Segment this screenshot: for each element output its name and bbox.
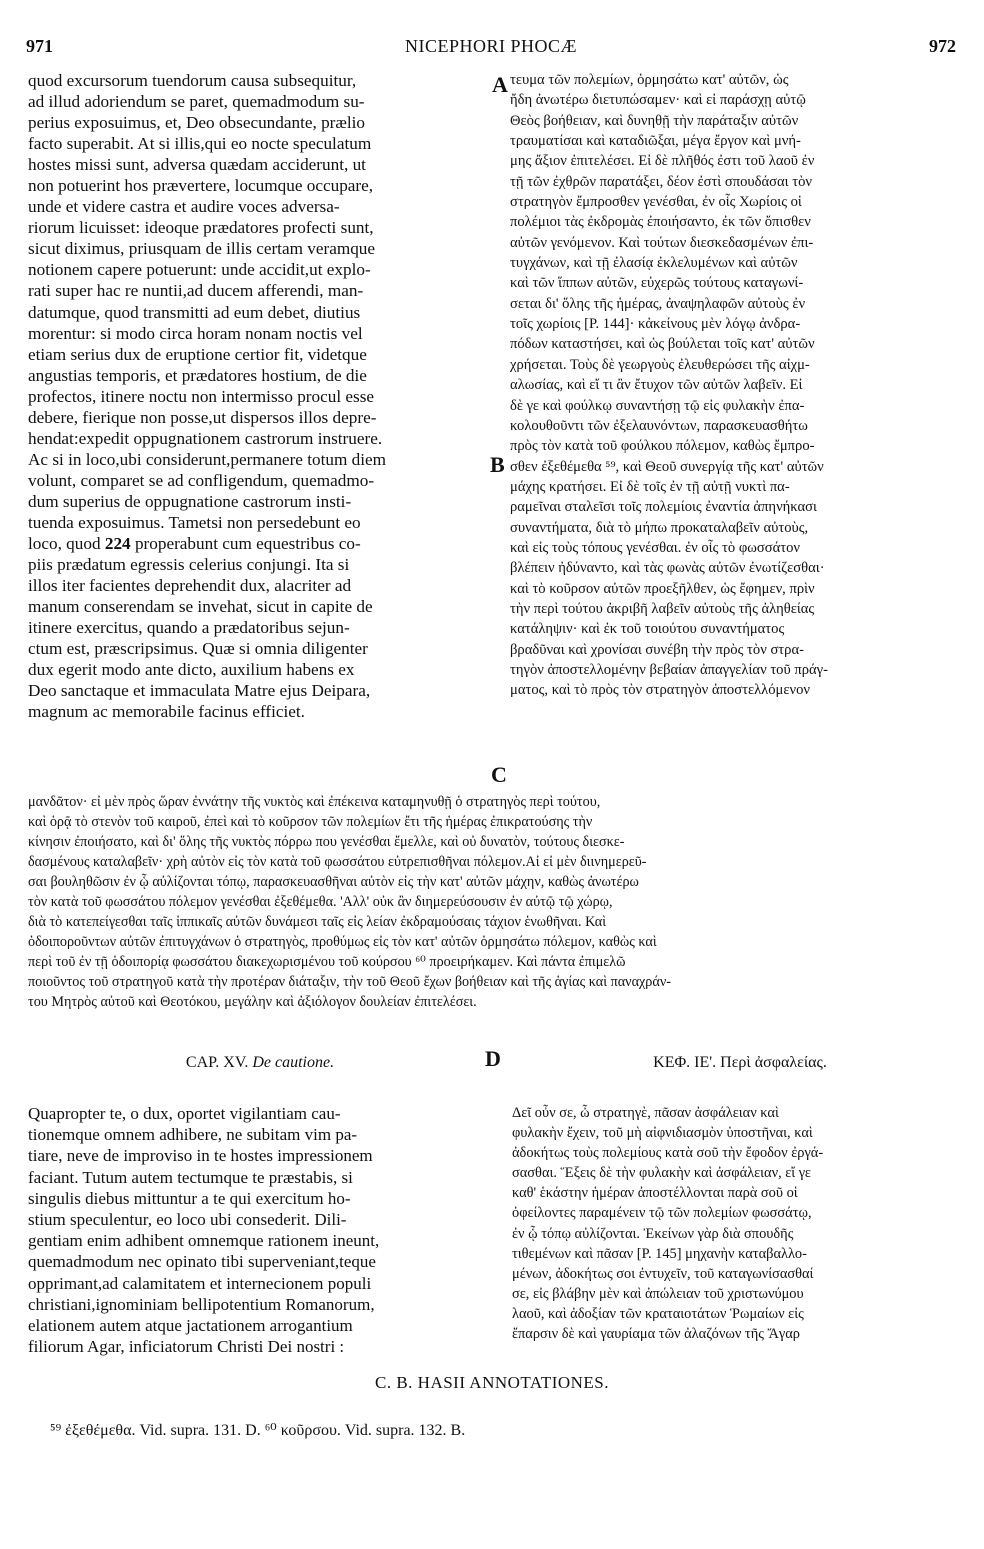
text-line: ἤδη ἀνωτέρω διετυπώσαμεν· καὶ εἰ παράσχῃ αὐτῷ (510, 92, 806, 109)
text-line: αλωσίας, καὶ εἴ τι ἂν ἔτυχον τῶν αὐτῶν λαβεῖν. Εἰ (510, 377, 803, 394)
text-line: μης ἄξιον ἐπιτελέσει. Εἰ δὲ πλῆθός ἐστι τοῦ λαοῦ ἐν (510, 153, 815, 170)
text-line: unde et videre castra et audire voces adversa- (28, 197, 340, 217)
text-line: τοῖς χωρίοις [P. 144]· κἀκείνους μὲν λόγῳ ἀνδρα- (510, 316, 801, 333)
text-line: ματος, καὶ τὸ πρὸς τὸν στρατηγὸν ἀποστελλόμενον (510, 682, 810, 699)
text-line: itinere exercitus, quando a prædatoribus sejun- (28, 618, 350, 638)
text-line: etiam serius dux de eruptione certior fit, videtque (28, 344, 367, 364)
text-line: filiorum Agar, inficiatorum Christi Dei nostri : (28, 1337, 345, 1357)
text-line: μένων, ἀδοκήτως σοι ἐντυχεῖν, τοῦ καταγωνίσασθαί (512, 1265, 814, 1282)
text-line: καὶ τὸ κοῦρσον αὐτῶν προεξῆλθεν, ὡς ἔφημεν, πρὶν (510, 580, 815, 597)
text-line: τιθεμένων καὶ πᾶσαν [P. 145] μηχανὴν καταβαλλο- (512, 1245, 807, 1262)
text-line: του Μητρὸς αὐτοῦ καὶ Θεοτόκου, μεγάλην καὶ ἀξιόλογον δουλείαν ἐπιτελέσει. (28, 994, 477, 1010)
text-line: αὐτῶν γενόμενον. Καὶ τούτων διεσκεδασμένων ἐπι- (510, 234, 814, 251)
text-line: facto superabit. At si illis,qui eo nocte speculatum (28, 134, 372, 154)
text-line: notionem capere potuerunt: unde accidit,ut explo- (28, 260, 371, 280)
text-line: hendat:expedit oppugnationem castrorum instruere. (28, 428, 383, 448)
latin-column-bottom (28, 1103, 494, 1357)
footnotes: ⁵⁹ ἐξεθέμεθα. Vid. supra. 131. D. ⁶⁰ κοῦρσου. Vid. supra. 132. B. (50, 1422, 466, 1439)
text-line: περὶ τοῦ ἐν τῇ ὁδοιπορίᾳ φωσσάτου διακεχωρισμένου τοῦ κούρσου ⁶⁰ προειρήκαμεν. Καὶ πάντα ἐπιμελῶ (28, 954, 626, 970)
section-marker-d: D (485, 1046, 501, 1071)
text-line: Quapropter te, o dux, oportet vigilantiam cau- (28, 1104, 341, 1123)
text-line: πρὸς τὸν κατὰ τοῦ φούλκου πόλεμον, καθὼς ἔμπρο- (510, 438, 815, 455)
text-line: ὁδοιποροῦντων αὐτῶν ἐπιτυγχάνων ὁ στρατηγὸς, προθύμως εἰς τὸν κατ' αὐτῶν ὁρμησάτω πόλεμον, καθὼς καὶ (28, 934, 657, 950)
text-line: sicut diximus, priusquam de illis certam veramque (28, 239, 376, 259)
text-line: volunt, comparet se ad confligendum, quemadmo- (28, 470, 375, 490)
text-line: ad illud adoriendum se paret, quemadmodum su- (28, 92, 365, 112)
text-line: σε, εἰς βλάβην μὲν καὶ ἀπώλειαν τοῦ χριστωνύμου (512, 1285, 804, 1302)
text-line: perius exposuimus, et, Deo obsecundante, prælio (28, 113, 366, 133)
greek-column-bottom (512, 1103, 962, 1344)
annotations-heading: C. B. HASII ANNOTATIONES. (374, 1373, 610, 1392)
text-line: rati super hac re nuntii,ad ducem afferendi, man- (28, 281, 364, 301)
text-line: loco, quod 224 properabunt cum equestribus co- (28, 534, 361, 554)
text-line: ὀφείλοντες παραμένειν τῷ τῶν πολεμίων φωσσάτῳ, (512, 1205, 812, 1222)
text-line: tionemque omnem adhibere, ne subitam vim pa- (28, 1125, 358, 1145)
text-line: βραδῦναι καὶ χρονίσαι συνέβη τὴν πρὸς τὸν στρα- (510, 641, 804, 658)
latin-column-top (28, 70, 492, 722)
text-line: τυγχάνων, καὶ τῇ ἐλασίᾳ ἐκλελυμένων καὶ αὐτῶν (510, 255, 798, 272)
text-line: πολέμιοι τὰς ἐκδρομὰς ἐποιήσαντο, ἐκ τῶν ὄπισθεν (510, 214, 811, 231)
running-title: NICEPHORI PHOCÆ (404, 36, 578, 56)
text-line: opprimant,ad calamitatem et internecionem populi (28, 1273, 372, 1293)
text-line: debere, fierique non posse,ut dispersos illos depre- (28, 407, 377, 427)
chapter-number-latin: CAP. XV. (185, 1054, 249, 1071)
text-line: ποιοῦντος τοῦ στρατηγοῦ κατὰ τὴν προτέραν διάταξιν, τὴν τοῦ Θεοῦ ἔχων βοήθειαν καὶ τῆς ἁγίας καὶ παναχράν- (28, 974, 671, 990)
text-line: κίνησιν ἐποιήσατο, καὶ δι' ὅλης τῆς νυκτὸς πόρρω που γενέσθαι ἔμελλε, καὶ οὐ δυνατὸν, τούτους διεσκε- (28, 834, 625, 850)
text-line: ἀδοκήτως τοὺς πολεμίους κατὰ σοῦ τὴν ἔφοδον ἐργά- (512, 1145, 824, 1162)
text-line: gentiam enim adhibent omnemque rationem ineunt, (28, 1231, 380, 1251)
text-line: τευμα τῶν πολεμίων, ὁρμησάτω κατ' αὐτῶν, ὡς (510, 72, 789, 88)
text-line: τηγὸν ἀποστελλομένην βεβαίαν ἀπαγγελίαν τοῦ πράγ- (510, 661, 828, 678)
text-line: Θεὸς βοήθειαν, καὶ δυνηθῇ τὴν παράταξιν αὐτῶν (510, 112, 799, 129)
text-line: φυλακὴν ἔχειν, τοῦ μὴ αἰφνιδιασμὸν ὑποστῆναι, καὶ (512, 1125, 813, 1142)
text-line: illos iter facientes deprehendit dux, alacriter ad (28, 576, 352, 596)
text-line: καὶ εἰς τοὺς τόπους γενέσθαι. ἐν οἷς τὸ φωσσάτον (510, 539, 801, 556)
text-line: magnum ac memorabile facinus efficiet. (28, 702, 305, 722)
text-line: tuenda exposuimus. Tametsi non persedebunt eo (28, 512, 361, 532)
text-line: morentur: si modo circa horam nonam noctis vel (28, 323, 363, 343)
text-line: piis prædatum egressis celerius conjungi. Ita si (28, 555, 350, 575)
text-line: σασθαι. Ἕξεις δὲ τὴν φυλακὴν καὶ ἀσφάλειαν, εἴ γε (512, 1165, 811, 1182)
text-line: quod excursorum tuendorum causa subsequitur, (28, 71, 357, 90)
text-line: hostes missi sunt, adversa quædam acciderunt, ut (28, 155, 366, 175)
text-line: ἔπαρσιν δὲ καὶ γαυρίαμα τῶν ἀλαζόνων τῆς Ἄγαρ (512, 1326, 800, 1343)
text-line: λαοῦ, καὶ ἀδοξίαν τῶν κραταιοτάτων Ῥωμαίων εἰς (512, 1305, 804, 1322)
text-line: τὸν κατὰ τοῦ φωσσάτου πόλεμον γενέσθαι ἐξεθέμεθα. 'Αλλ' οὐκ ἂν διημερεύσουσιν ἐν αὐτῷ τῷ χώρῳ, (28, 894, 613, 910)
text-line: συναντήματα, διὰ τὸ μήπω προκαταλαβεῖν αὐτοὺς, (510, 519, 809, 536)
text-line: datumque, quod transmitti ad eum debet, diutius (28, 302, 361, 322)
running-header (26, 36, 956, 66)
text-line: δασμένους καταλαβεῖν· χρὴ αὐτὸν εἰς τὸν κατὰ τοῦ φωσσάτου εὐτρεπισθῆναι πόλεμον.Αἰ εἰ μὲν διινημερεῦ- (28, 854, 647, 870)
chapter-heading-greek: ΚΕΦ. ΙΕ'. Περὶ ἀσφαλείας. (653, 1054, 827, 1071)
text-line: angustias temporis, et prædatores hostium, de die (28, 365, 367, 385)
text-line: καθ' ἑκάστην ἡμέραν ἀποστέλλονται παρὰ σοῦ οἱ (512, 1185, 798, 1202)
page-number-left: 971 (26, 36, 53, 56)
text-line: elationem autem atque jactationem arrogantium (28, 1316, 353, 1336)
text-line: μάχης κρατήσει. Εἰ δὲ τοῖς ἐν τῇ αὐτῇ νυκτὶ πα- (510, 478, 790, 495)
text-line: πόδων καταστήσει, καὶ ὡς βούλεται τοῖς κατ' αὐτῶν (510, 336, 815, 353)
text-line: σαι βουληθῶσιν ἐν ᾧ αὐλίζονται τόπῳ, παρασκευασθῆναι αὐτὸν εἰς τὴν κατ' αὐτῶν μάχην, καθὼς ἀνωτέρω (28, 874, 639, 890)
text-line: καὶ τῶν ἵππων αὐτῶν, εὐχερῶς τούτους καταγωνί- (510, 275, 804, 292)
text-line: ραμεῖναι σταλεῖσι τοῖς πολεμίοις ἐναντία ἀπηνήκασι (510, 499, 817, 516)
section-marker-a: A (492, 72, 508, 97)
text-line: τραυματίσαι καὶ καταδιῶξαι, μέγα ἔργον καὶ μνή- (510, 133, 801, 150)
text-line: dum superius de oppugnatione castrorum insti- (28, 491, 352, 511)
greek-column-top (510, 70, 960, 701)
text-line: Ac si in loco,ubi considerunt,permanere totum diem (28, 449, 386, 469)
text-line: χρήσεται. Τοὺς δὲ γεωργοὺς ἐλευθερώσει τῆς αἰχμ- (510, 356, 810, 373)
text-line: stium speculentur, eo loco ubi consederit. Dili- (28, 1210, 347, 1230)
text-line: μανδᾶτον· εἰ μὲν πρὸς ὥραν ἐννάτην τῆς νυκτὸς καὶ ἐπέκεινα καταμηνυθῇ ὁ στρατηγὸς περὶ τούτου, (28, 794, 601, 810)
text-line: τῇ τῶν ἐχθρῶν παρατάξει, δέον ἐστὶ σπουδάσαι τὸν (510, 173, 813, 190)
section-number: 224 (104, 534, 131, 554)
text-line: διὰ τὸ κατεπείγεσθαι ταῖς ἱππικαῖς αὐτῶν δυνάμεσι ταῖς εἰς λείαν ἐκδραμούσαις τάχιον ἑνωθῆναι. Καὶ (28, 914, 607, 930)
text-line: βλέπειν ἠδύναντο, καὶ τὰς φωνὰς αὐτῶν ἐνωτίζεσθαι· (510, 560, 825, 577)
text-line: τὴν περὶ τούτου ἀκριβῆ λαβεῖν αὐτοὺς τῆς ἀληθείας (510, 600, 815, 617)
text-line: tiare, neve de improviso in te hostes impressionem (28, 1146, 373, 1166)
text-line: non potuerint hos prævertere, locumque occupare, (28, 176, 374, 196)
text-line: Deo sanctaque et immaculata Matre ejus Deipara, (28, 681, 371, 701)
text-line: ctum est, præscripsimus. Quæ si omnia diligenter (28, 639, 368, 659)
text-line: dux egerit modo ante dicto, auxilium habens ex (28, 660, 355, 680)
text-line: faciant. Tutum autem tectumque te præstabis, si (28, 1167, 353, 1187)
text-line: quemadmodum nec opinato tibi superveniant,teque (28, 1252, 376, 1272)
text-line: σθεν ἐξεθέμεθα ⁵⁹, καὶ Θεοῦ συνεργίᾳ τῆς κατ' αὐτῶν (510, 458, 824, 475)
text-line: στρατηγὸν ἔμπροσθεν γενέσθαι, ἐν οἷς Χωρίοις οἱ (510, 194, 802, 211)
section-marker-c: C (491, 762, 507, 787)
page-number-right: 972 (929, 36, 956, 56)
greek-full-width-text (28, 792, 962, 1012)
text-line: δὲ γε καὶ φούλκῳ συναντήσῃ τῷ εἰς φυλακὴν ἐπα- (510, 397, 805, 414)
chapter-heading-latin (40, 1054, 480, 1072)
section-marker-b: B (490, 452, 505, 477)
text-line: Δεῖ οὖν σε, ὦ στρατηγὲ, πᾶσαν ἀσφάλειαν καὶ (512, 1105, 779, 1121)
text-line: κατάληψιν· καὶ ἐκ τοῦ τοιούτου συναντήματος (510, 621, 785, 638)
text-line: profectos, itinere noctu non intermisso procul esse (28, 386, 375, 406)
text-line: riorum licuisset: ideoque prædatores profecti sunt, (28, 218, 374, 238)
text-line: singulis diebus mittuntur a te qui exercitum ho- (28, 1188, 351, 1208)
text-line: σεται δι' ὅλης τῆς ἡμέρας, ἀναψηλαφῶν αὐτοὺς ἐν (510, 295, 806, 312)
text-line: ἐν ᾧ τόπῳ αὐλίζονται. Ἐκείνων γὰρ διὰ σπουδῆς (512, 1225, 794, 1242)
text-line: christiani,ignominiam bellipotentium Romanorum, (28, 1294, 375, 1314)
text-line: καὶ ὁρᾷ τὸ στενὸν τοῦ καιροῦ, ἐπεὶ καὶ τὸ κοῦρσον τῶν πολεμίων ἔτι τῆς ἡμέρας ἐπικρατούσης τὴν (28, 814, 593, 830)
text-line: κολουθοῦντι τῶν ἐξελαυνόντων, παρασκευασθήτω (510, 417, 808, 434)
text-line: manum conserendam se invehat, sicut in capite de (28, 597, 373, 617)
chapter-title-latin: De cautione. (252, 1054, 335, 1071)
